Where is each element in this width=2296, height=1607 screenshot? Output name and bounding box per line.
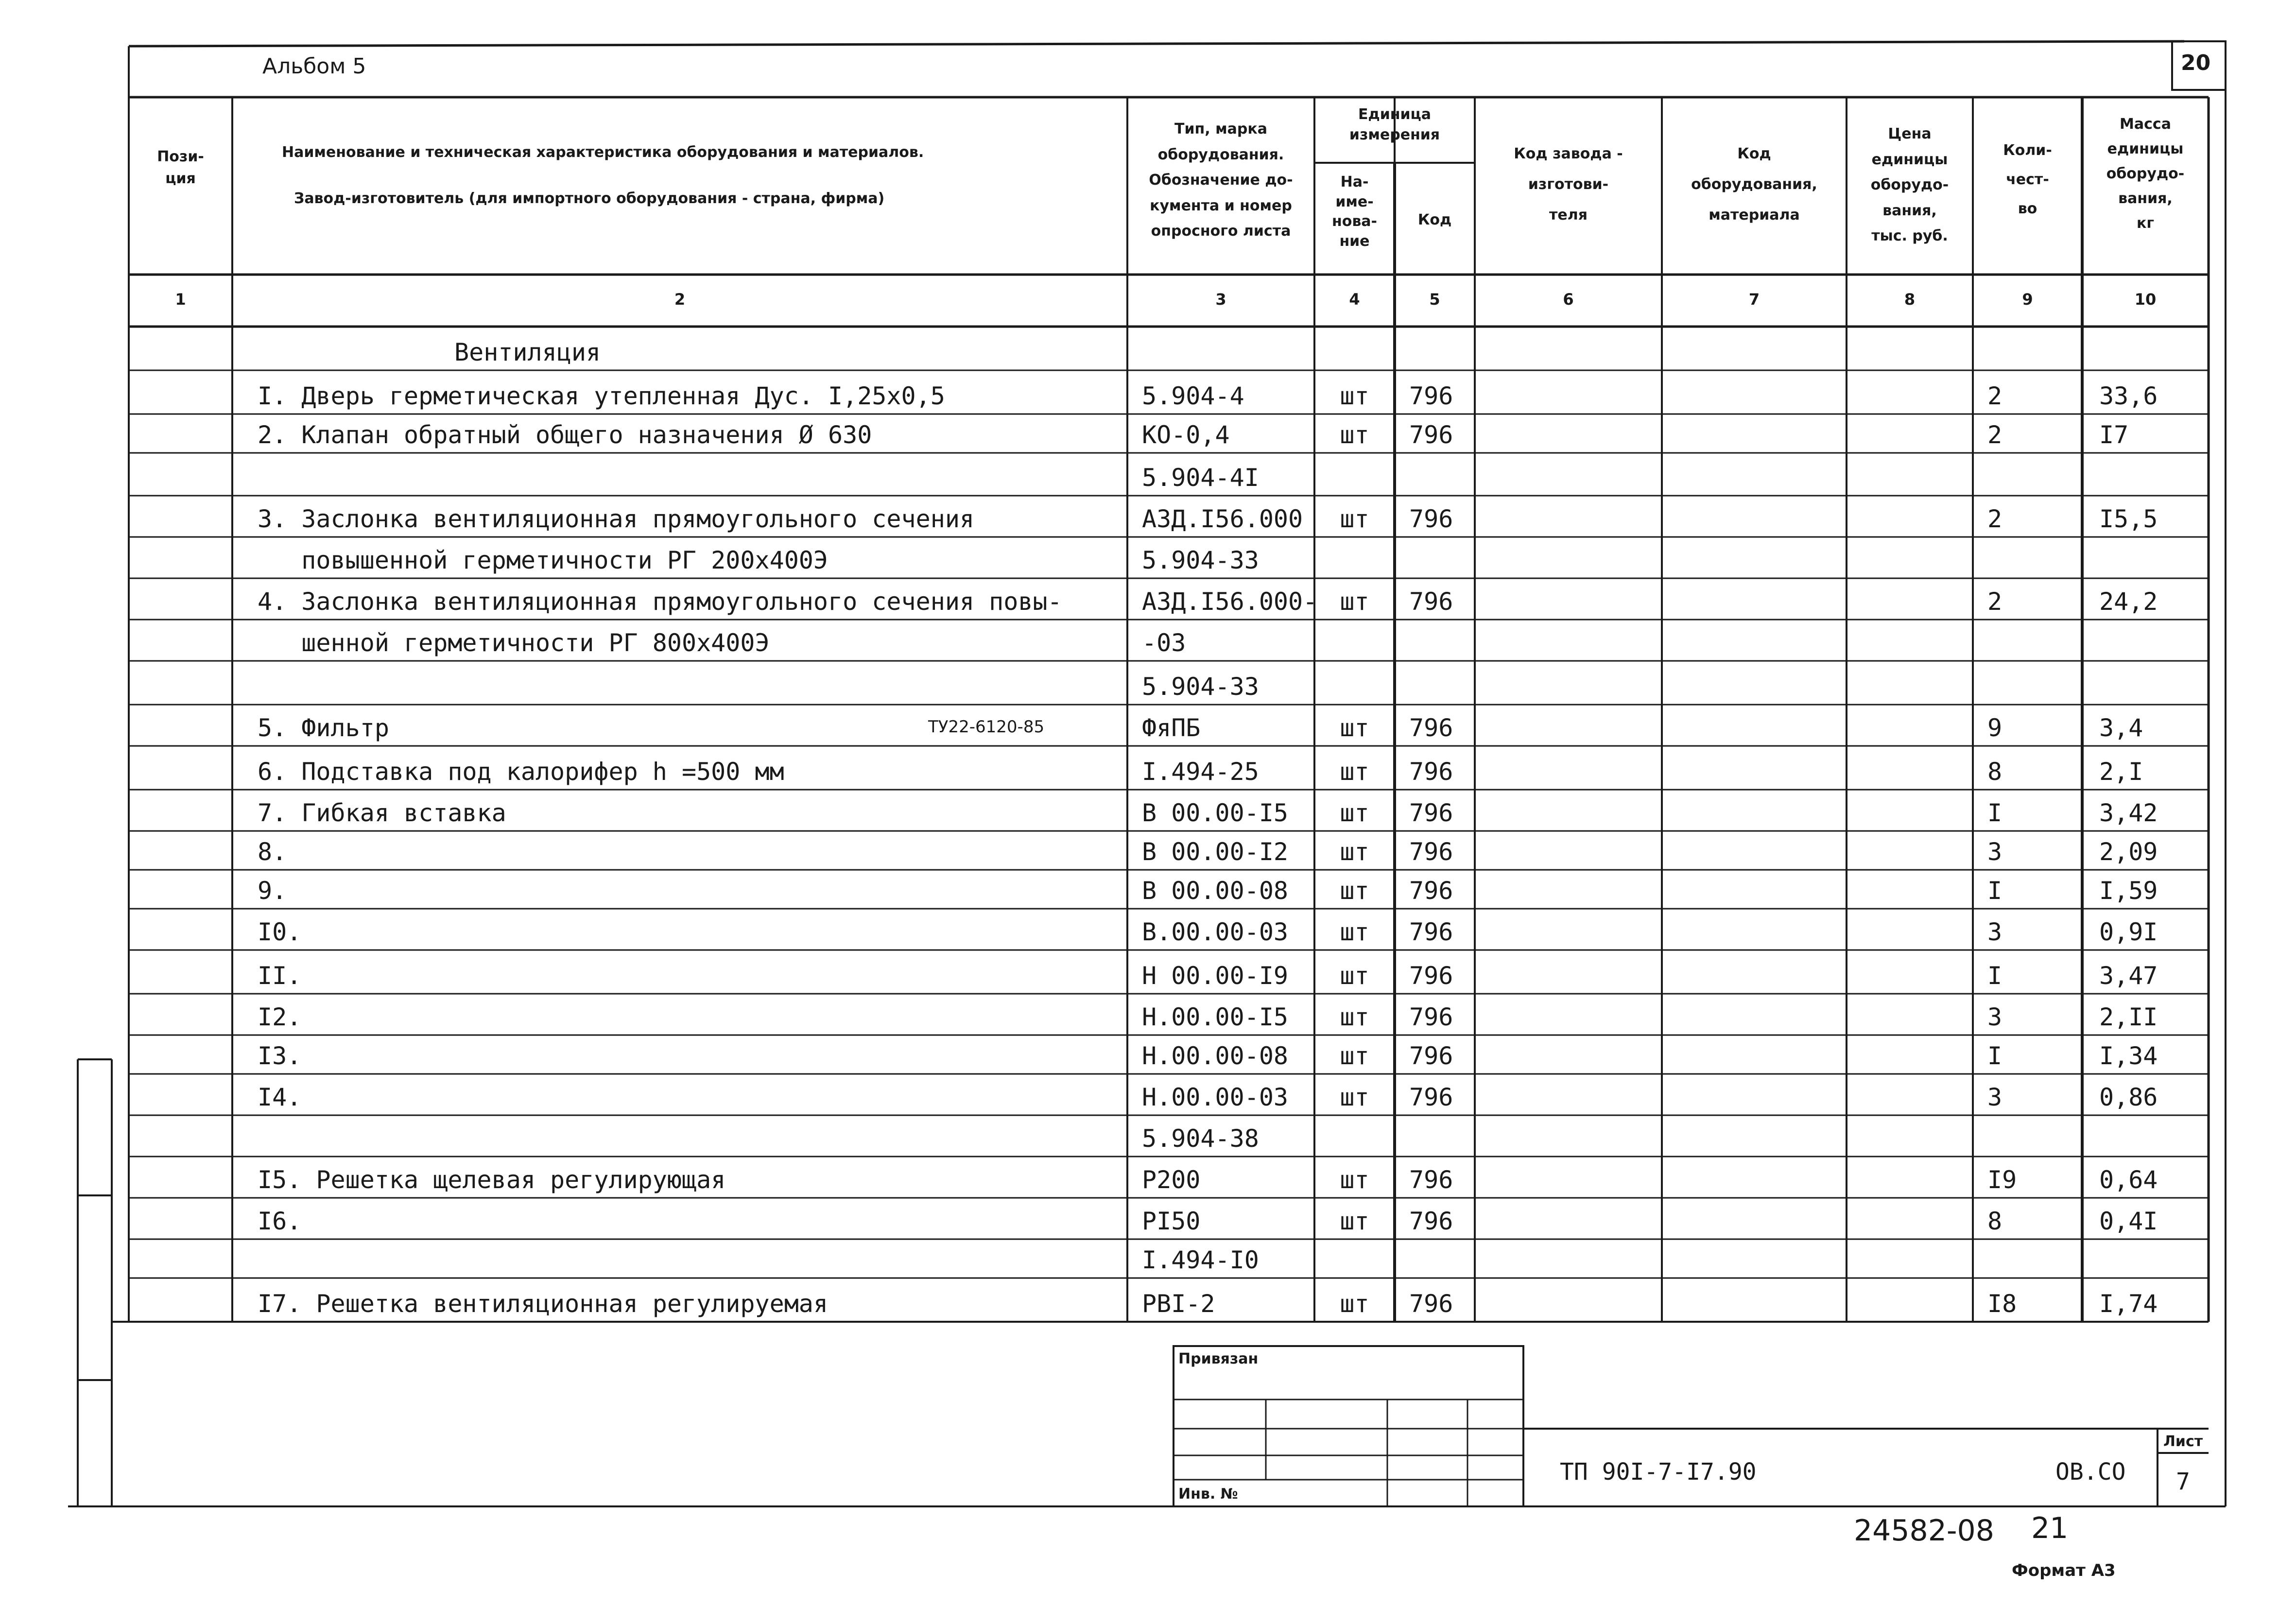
item-quantity: I xyxy=(1987,1042,2003,1070)
item-name: I6. xyxy=(258,1207,302,1235)
item-name: I7. Решетка вентиляционная регулируемая xyxy=(258,1290,828,1318)
item-mass: 0,4I xyxy=(2099,1207,2158,1235)
item-unit-code: 796 xyxy=(1409,838,1453,866)
item-quantity: 3 xyxy=(1987,838,2003,866)
item-name: шенной герметичности РГ 800x400Э xyxy=(258,629,770,657)
header-unit-name: На- име- нова- ние xyxy=(1331,173,1378,250)
column-number: 6 xyxy=(1563,290,1574,309)
item-unit: шт xyxy=(1340,877,1369,905)
item-mass: 24,2 xyxy=(2099,588,2158,616)
item-quantity: I8 xyxy=(1987,1290,2017,1318)
item-unit-code: 796 xyxy=(1409,962,1453,990)
document-code: ТП 90I-7-I7.90 xyxy=(1560,1458,1757,1486)
item-quantity: 8 xyxy=(1987,758,2003,786)
item-unit: шт xyxy=(1340,505,1369,533)
column-number: 10 xyxy=(2134,290,2157,309)
item-unit: шт xyxy=(1340,1290,1369,1318)
item-type: I.494-25 xyxy=(1142,758,1259,786)
item-name: 6. Подставка под калорифер h =500 мм xyxy=(258,758,784,786)
bound-label: Привязан xyxy=(1178,1350,1259,1367)
header-unit-group: Единица измерения xyxy=(1349,106,1440,143)
column-number: 9 xyxy=(2022,290,2033,309)
item-type: РI50 xyxy=(1142,1207,1201,1235)
item-name: I3. xyxy=(258,1042,302,1070)
item-type: РВI-2 xyxy=(1142,1290,1215,1318)
item-unit-code: 796 xyxy=(1409,1207,1453,1235)
inventory-label: Инв. № xyxy=(1178,1486,1238,1503)
item-type: Н.00.00-08 xyxy=(1142,1042,1289,1070)
item-type: 5.904-33 xyxy=(1142,546,1259,574)
item-mass: 0,9I xyxy=(2099,918,2158,946)
item-unit-code: 796 xyxy=(1409,588,1453,616)
item-name: повышенной герметичности РГ 200x400Э xyxy=(258,546,828,574)
item-type: I.494-I0 xyxy=(1142,1246,1259,1274)
item-unit-code: 796 xyxy=(1409,714,1453,742)
item-type: В 00.00-I2 xyxy=(1142,838,1289,866)
item-type: АЗД.I56.000- xyxy=(1142,588,1318,616)
item-unit-code: 796 xyxy=(1409,799,1453,827)
item-name: 3. Заслонка вентиляционная прямоугольного сечения xyxy=(258,505,975,533)
item-mass: 0,86 xyxy=(2099,1083,2158,1111)
item-unit: шт xyxy=(1340,421,1369,449)
item-spec: ТУ22-6120-85 xyxy=(928,717,1045,737)
item-type: В 00.00-08 xyxy=(1142,877,1289,905)
item-name: 9. xyxy=(258,877,287,905)
item-name: I. Дверь герметическая утепленная Дус. I,25x0,5 xyxy=(258,382,945,410)
item-type: В.00.00-03 xyxy=(1142,918,1289,946)
item-type: 5.904-4 xyxy=(1142,382,1244,410)
format-label: Формат А3 xyxy=(2012,1561,2116,1580)
item-unit: шт xyxy=(1340,1083,1369,1111)
item-type: 5.904-38 xyxy=(1142,1124,1259,1153)
item-name: I5. Решетка щелевая регулирующая xyxy=(258,1166,726,1194)
item-name: I4. xyxy=(258,1083,302,1111)
item-unit-code: 796 xyxy=(1409,1083,1453,1111)
item-type: КО-0,4 xyxy=(1142,421,1230,449)
item-unit: шт xyxy=(1340,758,1369,786)
header-price: Цена единицы оборудо- вания, тыс. руб. xyxy=(1870,125,1949,244)
archive-number: 24582-08 xyxy=(1854,1514,1994,1548)
section-title: Вентиляция xyxy=(454,338,601,366)
column-number: 1 xyxy=(175,290,186,309)
item-quantity: 2 xyxy=(1987,382,2003,410)
header-mass: Масса единицы оборудо- вания, кг xyxy=(2106,116,2185,232)
header-type: Тип, марка оборудования. Обозначение до- кумента и номер опросного листа xyxy=(1149,121,1293,240)
item-type: Н 00.00-I9 xyxy=(1142,962,1289,990)
item-mass: 3,47 xyxy=(2099,962,2158,990)
item-quantity: 2 xyxy=(1987,421,2003,449)
column-number: 2 xyxy=(674,290,686,309)
item-mass: I,74 xyxy=(2099,1290,2158,1318)
item-quantity: 9 xyxy=(1987,714,2003,742)
item-mass: 2,II xyxy=(2099,1003,2158,1031)
item-unit-code: 796 xyxy=(1409,758,1453,786)
item-unit-code: 796 xyxy=(1409,382,1453,410)
item-type: В 00.00-I5 xyxy=(1142,799,1289,827)
item-unit-code: 796 xyxy=(1409,1003,1453,1031)
item-mass: I5,5 xyxy=(2099,505,2158,533)
header-maker-code: Код завода - изготови- теля xyxy=(1514,145,1623,224)
item-name: 2. Клапан обратный общего назначения Ø 630 xyxy=(258,421,872,449)
item-mass: 2,09 xyxy=(2099,838,2158,866)
item-quantity: 3 xyxy=(1987,918,2003,946)
header-unit-code: Код xyxy=(1417,211,1452,228)
item-type: Р200 xyxy=(1142,1166,1201,1194)
section-code: ОВ.СО xyxy=(2055,1458,2126,1486)
item-name: 4. Заслонка вентиляционная прямоугольного сечения повы- xyxy=(258,588,1062,616)
item-mass: 2,I xyxy=(2099,758,2143,786)
item-quantity: 2 xyxy=(1987,588,2003,616)
item-type: -03 xyxy=(1142,629,1186,657)
item-mass: I,59 xyxy=(2099,877,2158,905)
column-number: 4 xyxy=(1349,290,1360,309)
item-type: Н.00.00-03 xyxy=(1142,1083,1289,1111)
header-equipment-code: Код оборудования, материала xyxy=(1691,145,1817,224)
item-type: Н.00.00-I5 xyxy=(1142,1003,1289,1031)
item-unit-code: 796 xyxy=(1409,1042,1453,1070)
item-type: 5.904-33 xyxy=(1142,673,1259,701)
item-quantity: I9 xyxy=(1987,1166,2017,1194)
column-number: 3 xyxy=(1215,290,1226,309)
item-mass: 0,64 xyxy=(2099,1166,2158,1194)
item-unit: шт xyxy=(1340,714,1369,742)
item-quantity: 3 xyxy=(1987,1083,2003,1111)
item-unit: шт xyxy=(1340,962,1369,990)
item-unit: шт xyxy=(1340,799,1369,827)
item-mass: I7 xyxy=(2099,421,2129,449)
item-unit: шт xyxy=(1340,1042,1369,1070)
album-label: Альбом 5 xyxy=(262,54,366,79)
header-quantity: Коли- чест- во xyxy=(2003,142,2052,217)
column-number: 7 xyxy=(1748,290,1760,309)
item-name: I0. xyxy=(258,918,302,946)
item-quantity: 2 xyxy=(1987,505,2003,533)
item-unit: шт xyxy=(1340,1166,1369,1194)
item-unit: шт xyxy=(1340,838,1369,866)
item-name: II. xyxy=(258,962,302,990)
item-name: 7. Гибкая вставка xyxy=(258,799,506,827)
item-type: ФяПБ xyxy=(1142,714,1201,742)
item-mass: 3,4 xyxy=(2099,714,2143,742)
item-mass: 3,42 xyxy=(2099,799,2158,827)
item-type: 5.904-4I xyxy=(1142,464,1259,492)
item-mass: 33,6 xyxy=(2099,382,2158,410)
item-unit: шт xyxy=(1340,1003,1369,1031)
item-name: I2. xyxy=(258,1003,302,1031)
item-mass: I,34 xyxy=(2099,1042,2158,1070)
archive-page: 21 xyxy=(2031,1511,2069,1545)
header-name-line2: Завод-изготовитель (для импортного оборудования - страна, фирма) xyxy=(294,190,885,207)
item-quantity: I xyxy=(1987,799,2003,827)
item-unit: шт xyxy=(1340,588,1369,616)
item-unit-code: 796 xyxy=(1409,1290,1453,1318)
item-unit: шт xyxy=(1340,1207,1369,1235)
item-quantity: 8 xyxy=(1987,1207,2003,1235)
page-number: 20 xyxy=(2181,51,2211,75)
item-name: 8. xyxy=(258,838,287,866)
item-unit: шт xyxy=(1340,918,1369,946)
item-quantity: I xyxy=(1987,877,2003,905)
sheet-number: 7 xyxy=(2176,1468,2190,1495)
item-name: 5. Фильтр xyxy=(258,714,389,742)
header-position: Пози- ция xyxy=(157,148,204,187)
item-unit-code: 796 xyxy=(1409,877,1453,905)
header-name-line1: Наименование и техническая характеристика оборудования и материалов. xyxy=(282,144,924,161)
item-quantity: 3 xyxy=(1987,1003,2003,1031)
sheet-label: Лист xyxy=(2163,1433,2203,1450)
column-number: 8 xyxy=(1904,290,1916,309)
item-unit-code: 796 xyxy=(1409,1166,1453,1194)
item-unit-code: 796 xyxy=(1409,421,1453,449)
item-unit-code: 796 xyxy=(1409,918,1453,946)
item-quantity: I xyxy=(1987,962,2003,990)
item-type: АЗД.I56.000 xyxy=(1142,505,1303,533)
item-unit-code: 796 xyxy=(1409,505,1453,533)
item-unit: шт xyxy=(1340,382,1369,410)
column-number: 5 xyxy=(1429,290,1440,309)
